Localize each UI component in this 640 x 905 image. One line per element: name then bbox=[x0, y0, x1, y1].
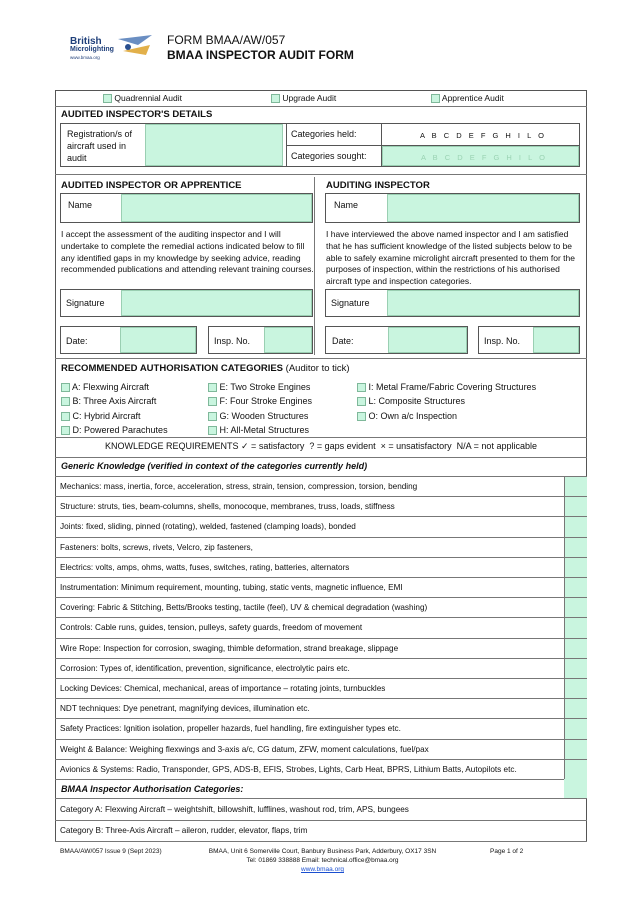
knowledge-row-label: Joints: fixed, sliding, pinned (rotating), welded, fastened (clamping loads), bonded bbox=[60, 522, 356, 532]
knowledge-row bbox=[55, 659, 587, 679]
categories-held-letters[interactable]: A B C D E F G H I L O bbox=[420, 131, 544, 140]
category-option[interactable]: A: Flexwing Aircraft bbox=[61, 380, 168, 394]
recommended-heading: RECOMMENDED AUTHORISATION CATEGORIES bbox=[61, 363, 284, 374]
knowledge-row-label: Instrumentation: Minimum requirement, mounting, tubing, static vents, magnetic influence, EMI bbox=[60, 583, 403, 592]
knowledge-row-label: Corrosion: Types of, identification, prevention, significance, electrolytic pairs etc. bbox=[60, 663, 350, 673]
knowledge-row-label: Controls: Cable runs, guides, tension, pulleys, safety guards, freedom of movement bbox=[60, 623, 363, 633]
auditor-heading: AUDITING INSPECTOR bbox=[326, 180, 430, 191]
knowledge-row bbox=[55, 517, 587, 537]
footer-contact: Tel: 01869 338888 Email: technical.office@bmaa.org bbox=[246, 857, 399, 864]
apprentice-name-label: Name bbox=[68, 200, 93, 210]
auditor-insp-label: Insp. No. bbox=[484, 336, 521, 346]
knowledge-assessment-cell[interactable] bbox=[564, 538, 587, 557]
knowledge-row-label: Safety Practices: Ignition isolation, propeller hazards, fuel handling, fire extinguisher types etc. bbox=[60, 724, 401, 734]
knowledge-row bbox=[55, 679, 587, 699]
apprentice-insp-input[interactable] bbox=[264, 327, 312, 353]
generic-heading: Generic Knowledge (verified in context of the categories currently held) bbox=[61, 461, 368, 471]
categories-held-label: Categories held: bbox=[291, 129, 357, 139]
category-option[interactable]: L: Composite Structures bbox=[357, 394, 536, 408]
footer-web-link[interactable]: www.bmaa.org bbox=[301, 866, 344, 873]
knowledge-row-label: Wire Rope: Inspection for corrosion, swaging, thimble deformation, strand breakage, slippage bbox=[60, 643, 399, 653]
category-checkbox[interactable] bbox=[208, 412, 217, 421]
knowledge-row bbox=[55, 558, 587, 578]
upgrade-option[interactable]: Upgrade Audit bbox=[271, 93, 336, 103]
audited-details-heading: AUDITED INSPECTOR'S DETAILS bbox=[61, 109, 213, 120]
knowledge-assessment-cell[interactable] bbox=[564, 598, 587, 617]
category-checkbox[interactable] bbox=[61, 383, 70, 392]
bmaa-heading-row bbox=[55, 779, 587, 799]
category-option[interactable]: I: Metal Frame/Fabric Covering Structures bbox=[357, 380, 536, 394]
knowledge-row bbox=[55, 639, 587, 659]
category-option[interactable]: B: Three Axis Aircraft bbox=[61, 394, 168, 408]
apprentice-date-input[interactable] bbox=[120, 327, 196, 353]
knowledge-row bbox=[55, 740, 587, 760]
bmaa-logo bbox=[68, 33, 153, 63]
category-option[interactable]: C: Hybrid Aircraft bbox=[61, 409, 168, 423]
category-option[interactable]: F: Four Stroke Engines bbox=[208, 394, 312, 408]
auditor-statement: I have interviewed the above named inspector and I am satisfied that he has sufficient knowledge of the listed subjects below to be able to safely examine microlight aircraft presented to them for the purposes of inspection, within the restrictions of his authorised aircraft type and inspection categories. bbox=[326, 229, 575, 287]
category-checkbox[interactable] bbox=[61, 426, 70, 435]
bmaa-heading: BMAA Inspector Authorisation Categories: bbox=[61, 784, 244, 794]
registration-label: Registration/s of aircraft used in audit bbox=[67, 129, 133, 163]
quadrennial-checkbox[interactable] bbox=[103, 94, 112, 103]
recommended-col2 bbox=[208, 380, 312, 437]
category-checkbox[interactable] bbox=[208, 426, 217, 435]
logo-line2: Microlighting bbox=[70, 46, 114, 53]
knowledge-row-label: Mechanics: mass, inertia, force, acceleration, stress, strain, tension, compression, torsion, bending bbox=[60, 482, 418, 491]
recommended-heading-row bbox=[61, 363, 350, 374]
auditor-date-label: Date: bbox=[332, 336, 354, 346]
knowledge-row bbox=[55, 578, 587, 598]
footer-page: Page 1 of 2 bbox=[490, 848, 524, 855]
apprentice-name-input[interactable] bbox=[121, 194, 312, 222]
apprentice-heading: AUDITED INSPECTOR OR APPRENTICE bbox=[61, 180, 242, 191]
recommended-col3 bbox=[357, 380, 536, 423]
auditor-name-input[interactable] bbox=[387, 194, 579, 222]
form-code: FORM BMAA/AW/057 bbox=[167, 33, 286, 47]
categories-sought-letters[interactable]: A B C D E F G H I L O bbox=[382, 146, 579, 166]
footer-issue: BMAA/AW/057 Issue 9 (Sept 2023) bbox=[60, 848, 162, 855]
knowledge-row-label: Covering: Fabric & Stitching, Betts/Brooks testing, tactile (feel), UV & chemical degradation (washing) bbox=[60, 603, 428, 613]
knowledge-row bbox=[55, 618, 587, 638]
knowledge-legend: KNOWLEDGE REQUIREMENTS ✓ = satisfactory ? = gaps evident × = unsatisfactory N/A = not applicable bbox=[105, 441, 537, 451]
knowledge-assessment-cell[interactable] bbox=[564, 699, 587, 718]
knowledge-assessment-cell[interactable] bbox=[564, 477, 587, 496]
category-checkbox[interactable] bbox=[357, 412, 366, 421]
knowledge-row bbox=[55, 538, 587, 558]
apprentice-option[interactable]: Apprentice Audit bbox=[431, 93, 504, 103]
category-option[interactable]: G: Wooden Structures bbox=[208, 409, 312, 423]
auditor-insp-input[interactable] bbox=[533, 327, 579, 353]
knowledge-row-label: Avionics & Systems: Radio, Transponder, GPS, ADS-B, EFIS, Strobes, Lights, Carb Heat, BPRS, Lithium Batts, Autopilots etc. bbox=[60, 764, 517, 774]
auditor-signature-input[interactable] bbox=[387, 290, 579, 316]
auditor-date-input[interactable] bbox=[388, 327, 467, 353]
apprentice-signature-label: Signature bbox=[66, 298, 105, 308]
category-checkbox[interactable] bbox=[208, 383, 217, 392]
categories-sought-label: Categories sought: bbox=[291, 151, 367, 161]
knowledge-assessment-cell[interactable] bbox=[564, 517, 587, 536]
knowledge-row-label: NDT techniques: Dye penetrant, magnifying devices, illumination etc. bbox=[60, 704, 310, 714]
auditor-name-label: Name bbox=[334, 200, 359, 210]
knowledge-assessment-cell[interactable] bbox=[564, 659, 587, 678]
knowledge-assessment-cell[interactable] bbox=[564, 618, 587, 637]
knowledge-assessment-cell[interactable] bbox=[564, 679, 587, 698]
knowledge-row bbox=[55, 699, 587, 719]
knowledge-row bbox=[55, 760, 587, 780]
bmaa-category-row bbox=[55, 800, 587, 821]
knowledge-row bbox=[55, 477, 587, 497]
bmaa-category-label: Category B: Three-Axis Aircraft – aileron, rudder, elevator, flaps, trim bbox=[60, 826, 308, 835]
auditor-signature-label: Signature bbox=[331, 298, 370, 308]
category-checkbox[interactable] bbox=[357, 383, 366, 392]
knowledge-assessment-cell[interactable] bbox=[564, 578, 587, 597]
category-checkbox[interactable] bbox=[61, 412, 70, 421]
category-checkbox[interactable] bbox=[61, 397, 70, 406]
knowledge-row-label: Weight & Balance: Weighing flexwings and 3-axis a/c, CG datum, ZFW, moment calculations, fuel/pax bbox=[60, 744, 429, 754]
knowledge-row-label: Fasteners: bolts, screws, rivets, Velcro, zip fasteners, bbox=[60, 542, 253, 552]
knowledge-row-label: Electrics: volts, amps, ohms, watts, fuses, switches, rating, batteries, alternators bbox=[60, 562, 350, 572]
knowledge-assessment-cell[interactable] bbox=[564, 719, 587, 738]
knowledge-row bbox=[55, 719, 587, 739]
logo-url: www.bmaa.org bbox=[70, 55, 100, 60]
knowledge-assessment-cell[interactable] bbox=[564, 760, 587, 779]
category-checkbox[interactable] bbox=[357, 397, 366, 406]
apprentice-date-label: Date: bbox=[66, 336, 88, 346]
category-option[interactable]: O: Own a/c Inspection bbox=[357, 409, 536, 423]
knowledge-assessment-cell[interactable] bbox=[564, 558, 587, 577]
category-checkbox[interactable] bbox=[208, 397, 217, 406]
knowledge-row-label: Locking Devices: Chemical, mechanical, areas of importance – rotating joints, turnbuckles bbox=[60, 684, 386, 693]
upgrade-checkbox[interactable] bbox=[271, 94, 280, 103]
recommended-note: (Auditor to tick) bbox=[285, 363, 350, 374]
knowledge-assessment-cell[interactable] bbox=[564, 740, 587, 759]
category-option[interactable]: D: Powered Parachutes bbox=[61, 423, 168, 437]
category-option[interactable]: E: Two Stroke Engines bbox=[208, 380, 312, 394]
apprentice-insp-label: Insp. No. bbox=[214, 336, 251, 346]
apprentice-signature-input[interactable] bbox=[121, 290, 312, 316]
registration-input[interactable] bbox=[145, 124, 283, 166]
apprentice-statement: I accept the assessment of the auditing inspector and I will undertake to complete the remedial actions indicated below to fill any identified gaps in my knowledge by seeking advice, reading recommended publications and attending relevant training courses. bbox=[61, 229, 314, 275]
knowledge-row bbox=[55, 497, 587, 517]
logo-line1: British bbox=[70, 36, 102, 47]
knowledge-row bbox=[55, 598, 587, 618]
knowledge-assessment-cell[interactable] bbox=[564, 497, 587, 516]
quadrennial-option[interactable]: Quadrennial Audit bbox=[103, 93, 182, 103]
audit-type-row bbox=[55, 92, 587, 106]
bmaa-category-label: Category A: Flexwing Aircraft – weightshift, billowshift, lufflines, washout rod, trim, APS, bungees bbox=[60, 805, 409, 814]
bmaa-category-row bbox=[55, 821, 587, 842]
knowledge-assessment-cell[interactable] bbox=[564, 639, 587, 658]
knowledge-row-label: Structure: struts, ties, beam-columns, shells, monocoque, membranes, truss, loads, stiffness bbox=[60, 502, 395, 512]
footer-address: BMAA, Unit 6 Somerville Court, Banbury Business Park, Adderbury, OX17 3SN bbox=[208, 848, 437, 855]
category-option[interactable]: H: All-Metal Structures bbox=[208, 423, 312, 437]
recommended-col1 bbox=[61, 380, 168, 437]
apprentice-checkbox[interactable] bbox=[431, 94, 440, 103]
form-title: BMAA INSPECTOR AUDIT FORM bbox=[167, 48, 354, 62]
